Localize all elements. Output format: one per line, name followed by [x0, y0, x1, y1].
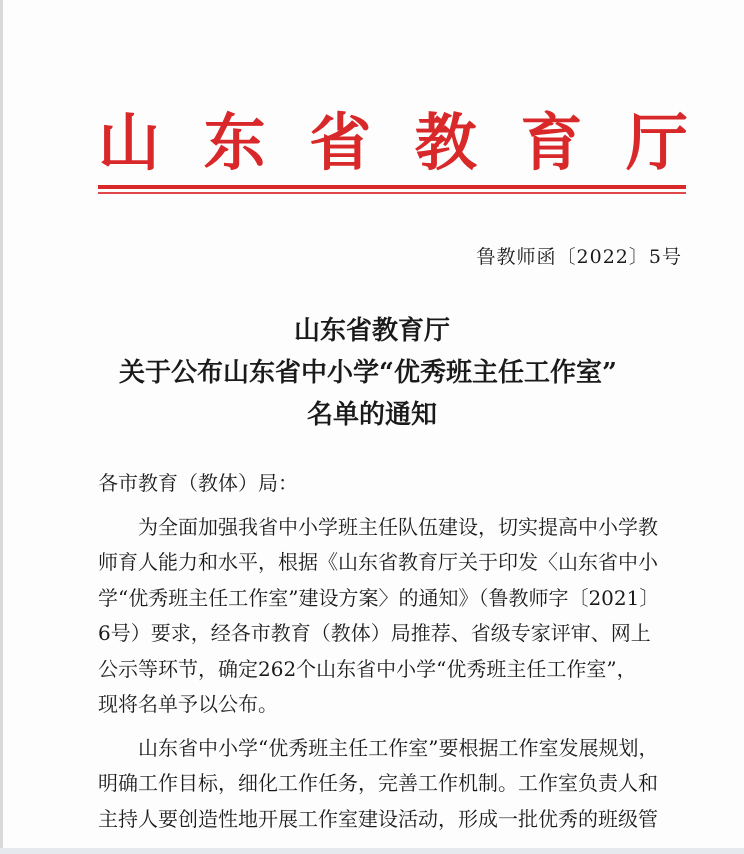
letterhead-char: 厅	[625, 106, 688, 179]
letterhead-red-rule	[98, 185, 686, 189]
paragraph-1-line: 学“优秀班主任工作室”建设方案〉的通知》（鲁教师字〔2021〕	[98, 585, 660, 610]
document-body	[98, 466, 698, 837]
paragraph-1-line: 师育人能力和水平，根据《山东省教育厅关于印发〈山东省中小	[98, 550, 658, 574]
paragraph-2-line: 主持人要创造性地开展工作室建设活动，形成一批优秀的班级管	[98, 806, 658, 831]
scan-bottom-edge	[0, 848, 744, 854]
paragraph-1-line: 为全面加强我省中小学班主任队伍建设，切实提高中小学教	[138, 514, 658, 539]
paragraph-1-line: 6号）要求，经各市教育（教体）局推荐、省级专家评审、网上	[98, 621, 651, 645]
paragraph-1-line: 公示等环节，确定262个山东省中小学“优秀班主任工作室”，	[98, 656, 637, 681]
letterhead-char: 省	[309, 106, 372, 179]
letterhead-char: 教	[414, 106, 477, 179]
letterhead-red-rule-thin	[98, 192, 686, 194]
paragraph-1-line: 现将名单予以公布。	[98, 692, 278, 716]
notice-title-line-2: 关于公布山东省中小学“优秀班主任工作室”	[119, 358, 617, 388]
document-number: 鲁教师函〔2022〕5号	[476, 246, 682, 268]
notice-title-line-1: 山东省教育厅	[293, 316, 450, 346]
letterhead-char: 山	[98, 106, 161, 179]
letterhead-char: 育	[520, 106, 583, 179]
notice-title	[0, 310, 744, 436]
paragraph-2-line: 明确工作目标，细化工作任务，完善工作机制。工作室负责人和	[98, 771, 658, 795]
paragraph-2-line: 山东省中小学“优秀班主任工作室”要根据工作室发展规划，	[138, 735, 659, 760]
notice-title-line-3: 名单的通知	[306, 400, 437, 430]
letterhead-char: 东	[203, 106, 266, 179]
salutation: 各市教育（教体）局：	[98, 471, 298, 495]
letterhead-title	[98, 108, 688, 178]
